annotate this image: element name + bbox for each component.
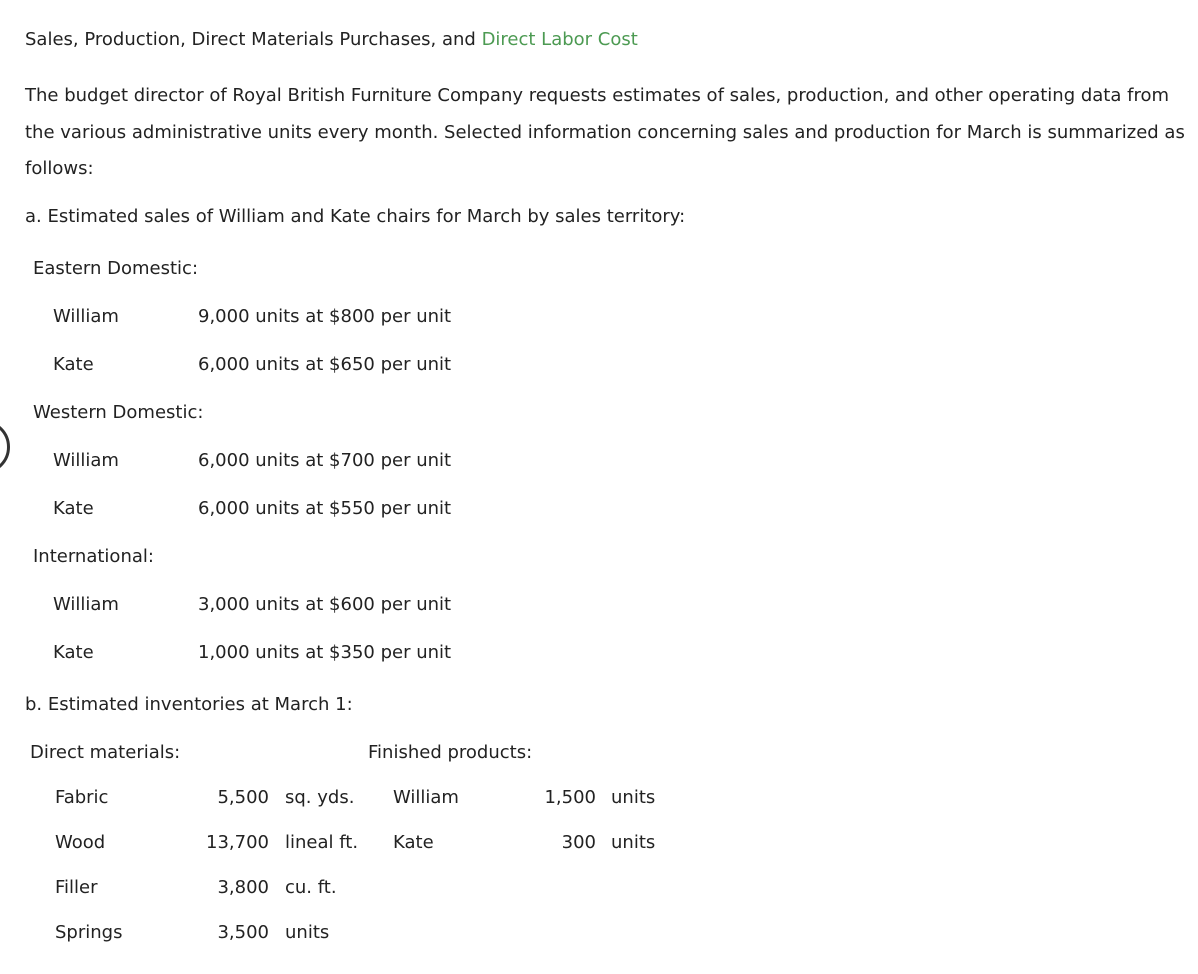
intro-paragraph: The budget director of Royal British Furniture Company requests estimates of sales, production, and other operating data from the various administrative units every month. Selected information concerning sales and production for March is summarized as follows: [25,85,1185,179]
page-title [25,29,638,51]
material-name: Wood [55,832,106,853]
material-name: Springs [55,922,123,943]
direct-materials-label: Direct materials: [30,742,181,763]
international-william-product: William [53,594,119,615]
western-william-product: William [53,450,119,471]
section-a-heading: a. Estimated sales of William and Kate chairs for March by sales territory: [25,206,686,227]
eastern-kate-detail: 6,000 units at $650 per unit [198,354,452,375]
title-text: Sales, Production, Direct Materials Purchases, and [25,29,482,50]
material-unit: cu. ft. [285,877,337,898]
material-qty: 3,500 [217,922,269,943]
material-qty: 5,500 [217,787,269,808]
direct-labor-cost-link[interactable]: Direct Labor Cost [481,29,638,50]
material-name: Filler [55,877,98,898]
eastern-william-product: William [53,306,119,327]
material-qty: 3,800 [217,877,269,898]
territory-eastern-label: Eastern Domestic: [33,258,199,279]
eastern-kate-product: Kate [53,354,94,375]
territory-international-label: International: [33,546,154,567]
international-kate-detail: 1,000 units at $350 per unit [198,642,452,663]
material-unit: sq. yds. [285,787,355,808]
western-kate-product: Kate [53,498,94,519]
material-unit: units [285,922,330,943]
product-unit: units [611,787,656,808]
eastern-william-detail: 9,000 units at $800 per unit [198,306,452,327]
product-name: William [393,787,459,808]
product-qty: 300 [561,832,596,853]
edge-circle-icon[interactable] [0,420,10,474]
material-unit: lineal ft. [285,832,359,853]
material-name: Fabric [55,787,109,808]
product-name: Kate [393,832,434,853]
product-qty: 1,500 [544,787,596,808]
international-william-detail: 3,000 units at $600 per unit [198,594,452,615]
product-unit: units [611,832,656,853]
material-qty: 13,700 [206,832,269,853]
western-william-detail: 6,000 units at $700 per unit [198,450,452,471]
section-b-heading: b. Estimated inventories at March 1: [25,694,353,715]
territory-western-label: Western Domestic: [33,402,204,423]
western-kate-detail: 6,000 units at $550 per unit [198,498,452,519]
finished-products-label: Finished products: [368,742,533,763]
international-kate-product: Kate [53,642,94,663]
